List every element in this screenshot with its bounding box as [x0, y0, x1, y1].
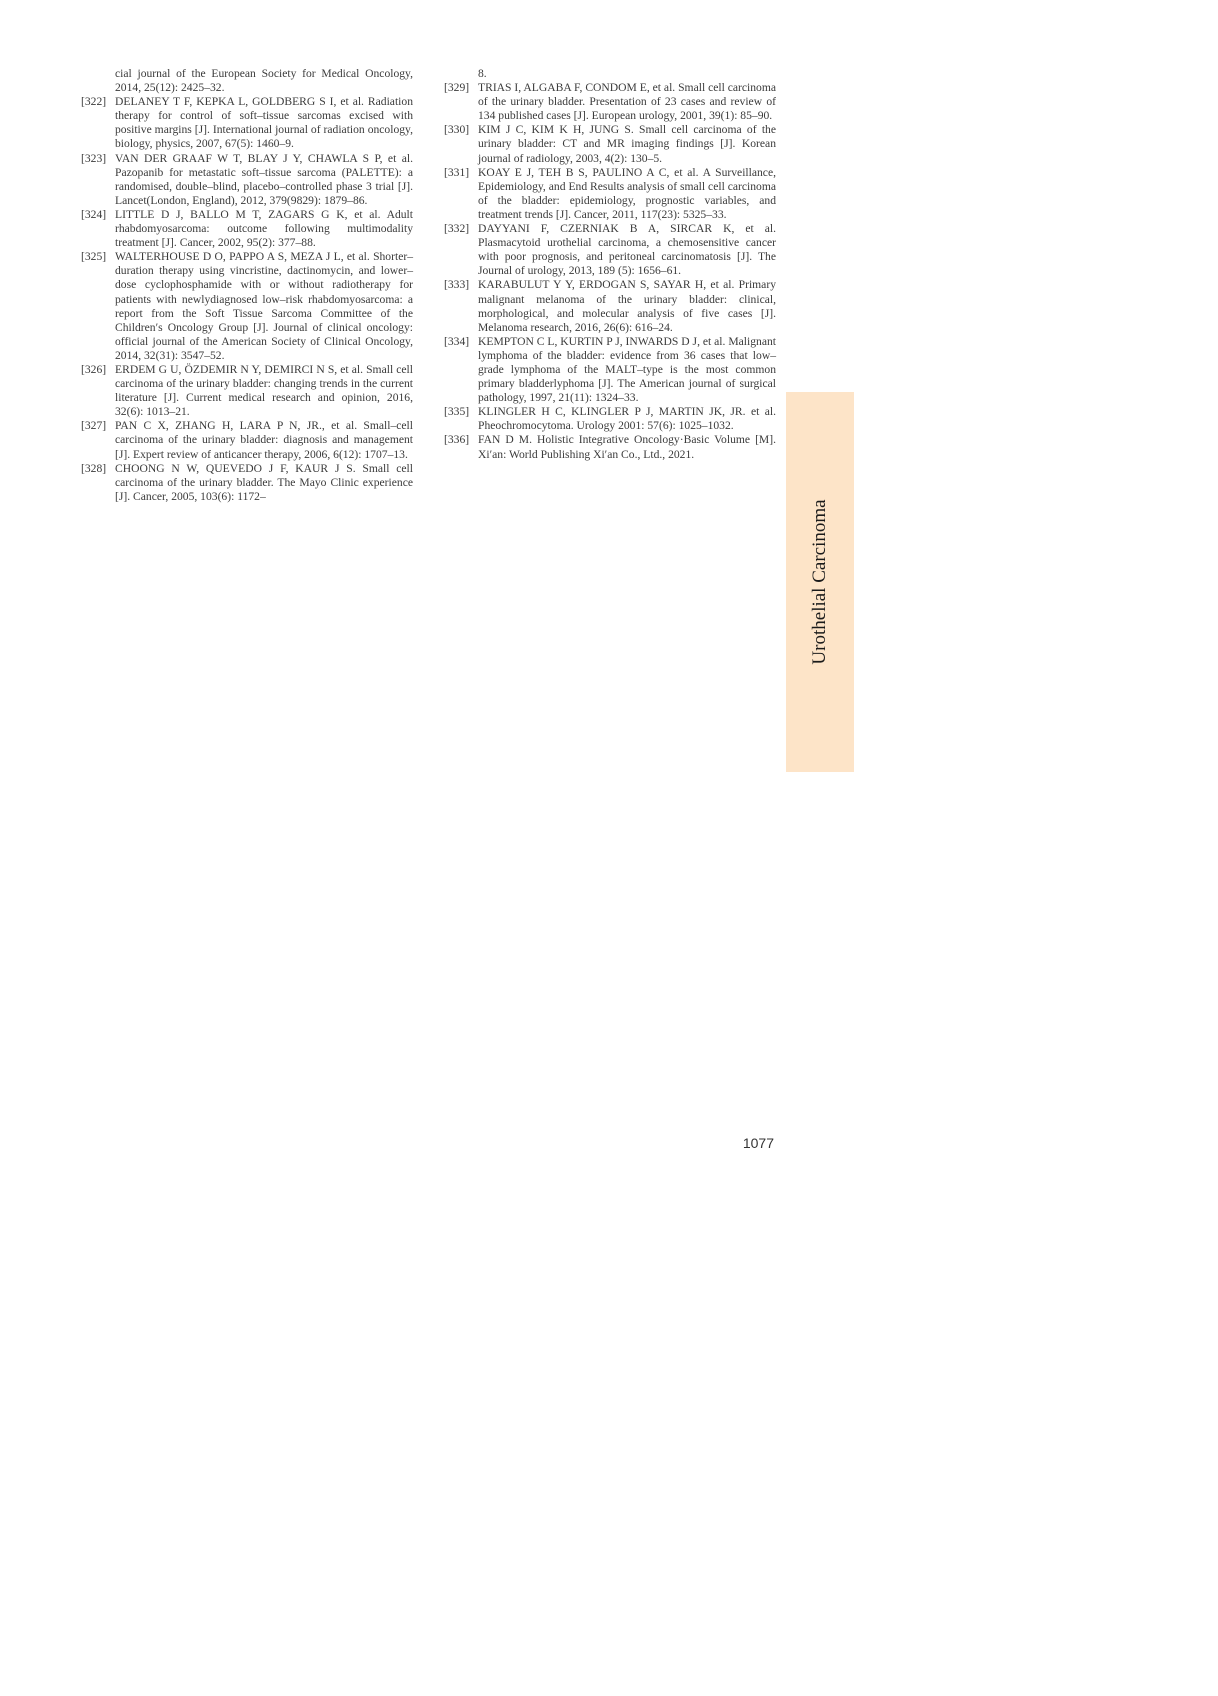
- reference-entry: [444, 433, 776, 461]
- reference-column-left: [81, 67, 413, 504]
- reference-text: ERDEM G U, ÖZDEMIR N Y, DEMIRCI N S, et al. Small cell carcinoma of the urinary bladder: changing trends in the current literature [J]. Current medical research and opinion, 2016, 32(6): 1013–21.: [115, 362, 413, 419]
- reference-text: CHOONG N W, QUEVEDO J F, KAUR J S. Small cell carcinoma of the urinary bladder. The Mayo Clinic experience [J]. Cancer, 2005, 103(6): 1172–: [115, 461, 413, 503]
- reference-entry: [81, 152, 413, 208]
- reference-entry: [81, 95, 413, 151]
- reference-entry: [444, 81, 776, 123]
- reference-text: WALTERHOUSE D O, PAPPO A S, MEZA J L, et al. Shorter–duration therapy using vincristine, dactinomycin, and lower–dose cyclophosphamide with or without radiotherapy for patients with newlydiagnosed low–risk rhabdomyosarcoma: a report from the Soft Tissue Sarcoma Committee of the Children′s Oncology Group [J]. Journal of clinical oncology: official journal of the American Society of Clinical Oncology, 2014, 32(31): 3547–52.: [115, 250, 413, 362]
- reference-number: [335]: [444, 405, 470, 419]
- reference-number: [323]: [81, 151, 107, 165]
- reference-continuation: cial journal of the European Society for Medical Oncology, 2014, 25(12): 2425–32.: [115, 67, 413, 95]
- reference-entry: [81, 208, 413, 250]
- reference-number: [333]: [444, 278, 470, 292]
- reference-text: TRIAS I, ALGABA F, CONDOM E, et al. Small cell carcinoma of the urinary bladder. Presentation of 23 cases and review of 134 published cases [J]. European urology, 2001, 39(1): 85–90.: [478, 81, 776, 123]
- reference-number: [336]: [444, 433, 470, 447]
- reference-entry: [444, 405, 776, 433]
- reference-number: [331]: [444, 165, 470, 179]
- reference-entry: [81, 419, 413, 461]
- chapter-side-tab: [786, 392, 854, 772]
- reference-number: [327]: [81, 419, 107, 433]
- reference-text: KOAY E J, TEH B S, PAULINO A C, et al. A Surveillance, Epidemiology, and End Results analysis of small cell carcinoma of the bladder: epidemiology, prognostic variables, and treatment trends [J]. Cancer, 2011, 117(23): 5325–33.: [478, 165, 776, 221]
- reference-text: LITTLE D J, BALLO M T, ZAGARS G K, et al. Adult rhabdomyosarcoma: outcome following multimodality treatment [J]. Cancer, 2002, 95(2): 377–88.: [115, 207, 413, 250]
- reference-number: [322]: [81, 95, 107, 109]
- reference-entry: [444, 123, 776, 165]
- reference-number: [324]: [81, 207, 107, 221]
- reference-text: FAN D M. Holistic Integrative Oncology·Basic Volume [M]. Xi′an: World Publishing Xi′an Co., Ltd., 2021.: [478, 433, 776, 461]
- reference-number: [325]: [81, 250, 107, 264]
- reference-entry: [444, 278, 776, 334]
- reference-continuation: 8.: [478, 67, 487, 80]
- reference-number: [330]: [444, 123, 470, 137]
- reference-entry: [81, 462, 413, 504]
- reference-entry: [81, 250, 413, 363]
- reference-text: KLINGLER H C, KLINGLER P J, MARTIN JK, JR. et al. Pheochromocytoma. Urology 2001: 57(6): 1025–1032.: [478, 405, 776, 433]
- reference-entry: [444, 222, 776, 278]
- page-number: 1077: [742, 1135, 774, 1151]
- reference-number: [328]: [81, 461, 107, 475]
- reference-number: [332]: [444, 222, 470, 236]
- reference-entry: [444, 335, 776, 405]
- reference-text: KARABULUT Y Y, ERDOGAN S, SAYAR H, et al. Primary malignant melanoma of the urinary bladder: clinical, morphological, and molecular analysis of five cases [J]. Melanoma research, 2016, 26(6): 616–24.: [478, 278, 776, 334]
- reference-number: [326]: [81, 362, 107, 376]
- reference-text: KIM J C, KIM K H, JUNG S. Small cell carcinoma of the urinary bladder: CT and MR imaging findings [J]. Korean journal of radiology, 2003, 4(2): 130–5.: [478, 123, 776, 165]
- reference-text: DAYYANI F, CZERNIAK B A, SIRCAR K, et al. Plasmacytoid urothelial carcinoma, a chemosensitive cancer with poor prognosis, and peritoneal carcinomatosis [J]. The Journal of urology, 2013, 189 (5): 1656–61.: [478, 222, 776, 278]
- reference-number: [329]: [444, 81, 470, 95]
- reference-entry: [444, 166, 776, 222]
- reference-text: KEMPTON C L, KURTIN P J, INWARDS D J, et al. Malignant lymphoma of the bladder: evidence from 36 cases that low–grade lymphoma of the MALT–type is the most common primary bladderlyphoma [J]. The American journal of surgical pathology, 1997, 21(11): 1324–33.: [478, 334, 776, 405]
- reference-number: [334]: [444, 334, 470, 348]
- reference-entry: [81, 363, 413, 419]
- reference-text: PAN C X, ZHANG H, LARA P N, JR., et al. Small–cell carcinoma of the urinary bladder: diagnosis and management [J]. Expert review of anticancer therapy, 2006, 6(12): 1707–13.: [115, 419, 413, 461]
- chapter-tab-label: Urothelial Carcinoma: [809, 499, 830, 665]
- reference-text: DELANEY T F, KEPKA L, GOLDBERG S I, et al. Radiation therapy for control of soft–tissue sarcomas excised with positive margins [J]. International journal of radiation oncology, biology, physics, 2007, 67(5): 1460–9.: [115, 95, 413, 151]
- reference-text: VAN DER GRAAF W T, BLAY J Y, CHAWLA S P, et al. Pazopanib for metastatic soft–tissue sarcoma (PALETTE): a randomised, double–blind, placebo–controlled phase 3 trial [J]. Lancet(London, England), 2012, 379(9829): 1879–86.: [115, 151, 413, 207]
- reference-column-right: [444, 67, 776, 462]
